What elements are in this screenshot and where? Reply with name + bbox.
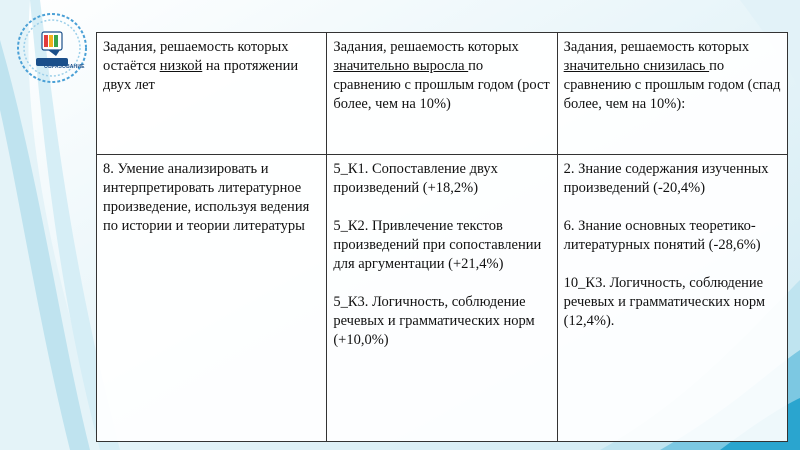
table-row: [97, 155, 788, 442]
list-item: 5_К3. Логичность, соблюдение речевых и грамматических норм (+10,0%): [333, 294, 535, 348]
cell-decreased: [557, 155, 787, 442]
list-item: 10_К3. Логичность, соблюдение речевых и грамматических норм (12,4%).: [563, 275, 766, 329]
list-item: 8. Умение анализировать и интерпретировать литературное произведение, используя ведения по истории и теории литературы: [103, 161, 310, 234]
education-logo: [8, 6, 96, 92]
list-item: 5_К1. Сопоставление двух произведений (+18,2%): [333, 161, 498, 196]
list-item: 2. Знание содержания изученных произведений (-20,4%): [563, 161, 769, 196]
header-increased: Задания, решаемость которых значительно выросла по сравнению с прошлым годом (рост более, чем на 10%): [327, 33, 557, 155]
cell-low: [97, 155, 327, 442]
list-item: 5_К2. Привлечение текстов произведений при сопоставлении для аргументации (+21,4%): [333, 218, 542, 272]
header-decreased: Задания, решаемость которых значительно снизилась по сравнению с прошлым годом (спад более, чем на 10%):: [557, 33, 787, 155]
table-header-row: [97, 33, 788, 155]
cell-increased: [327, 155, 557, 442]
list-item: 6. Знание основных теоретико-литературных понятий (-28,6%): [563, 218, 761, 253]
header-low: Задания, решаемость которых остаётся низкой на протяжении двух лет: [97, 33, 327, 155]
results-table: [96, 32, 788, 442]
education-logo-icon: [8, 6, 96, 92]
logo-caption: ОБРАЗОВАНИЕ: [44, 64, 85, 70]
